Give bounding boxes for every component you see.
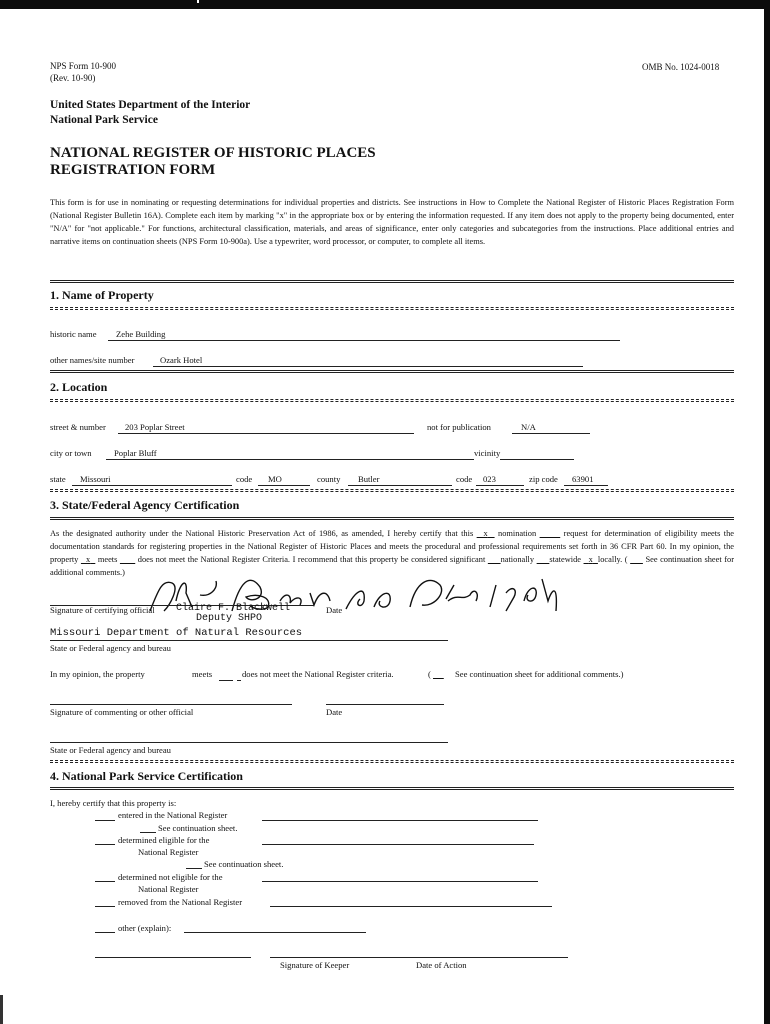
form-subtitle: REGISTRATION FORM [50,162,216,178]
statewide-mark[interactable]: x [588,555,593,564]
certifying-agency-label: State or Federal agency and bureau [50,643,171,653]
date-of-action-label: Date of Action [416,960,467,970]
other-names-line [153,366,583,367]
street-value[interactable]: 203 Poplar Street [125,422,185,432]
certifying-agency-line [50,640,448,641]
zip-line [564,485,608,486]
commenting-signature-label: Signature of commenting or other official [50,707,194,717]
nps-certify-text: I, hereby certify that this property is: [50,798,177,808]
section-1-heading: 1. Name of Property [50,288,154,302]
form-revision: (Rev. 10-90) [50,73,96,83]
form-instructions: This form is for use in nominating or requesting determinations for individual properties and districts. See instructions in How to Complete the National Register of Historic Places Registration Form (National Register Bulletin 16A). Complete each item by marking "x" in the appropriate box or by entering the information requested. If any item does not apply to the property being documented, enter "N/A" for "not applicable." For functions, architectural classification, materials, and areas of significance, enter only categories and subcategories from the instructions. Place additional entries and narrative items on continuation sheets (NPS Form 10-900a). Use a typewriter, word processor, or computer, to complete all items. [50,198,734,246]
commenting-date-line [326,704,444,705]
entered-blank[interactable] [95,820,115,821]
section-4-heading: 4. National Park Service Certification [50,769,243,783]
meets-mark[interactable]: x [86,555,91,564]
opinion-meets: meets [192,669,213,679]
form-title: NATIONAL REGISTER OF HISTORIC PLACES [50,145,376,161]
county-code-value[interactable]: 023 [483,474,496,484]
eligible-label-l1: determined eligible for the [118,835,210,845]
county-line [348,485,452,486]
section-divider [50,760,734,763]
commenting-agency-line [50,742,448,743]
certifying-signature-label: Signature of certifying official [50,605,155,615]
not-eligible-signature-line [262,881,538,882]
eligible-signature-line [262,844,534,845]
see-cont1-label: See continuation sheet. [158,823,238,833]
certifying-date-label: Date [326,605,343,615]
state-code-label: code [236,474,253,484]
eligible-label-l2: National Register [138,847,199,857]
commenting-date-label: Date [326,707,343,717]
opinion-not-meet: does not meet the National Register criteria. [242,669,394,679]
not-eligible-blank[interactable] [95,881,115,882]
historic-name-line [108,340,620,341]
not-eligible-label-l2: National Register [138,884,199,894]
state-label: state [50,474,66,484]
section-divider [50,399,734,402]
keeper-signature-line [270,957,568,958]
eligible-blank[interactable] [95,844,115,845]
not-for-publication-line [512,433,590,434]
section-2-heading: 2. Location [50,380,108,394]
form-number: NPS Form 10-900 [50,61,117,71]
omb-number: OMB No. 1024-0018 [642,62,720,72]
other-explain-line[interactable] [184,932,366,933]
historic-name-label: historic name [50,329,97,339]
entered-label: entered in the National Register [118,810,228,820]
county-value[interactable]: Butler [358,474,380,484]
city-value[interactable]: Poplar Bluff [114,448,157,458]
section-divider [50,370,734,373]
vicinity-line [500,459,574,460]
city-label: city or town [50,448,92,458]
city-line [106,459,474,460]
section-divider [50,280,734,283]
other-names-label: other names/site number [50,355,135,365]
scan-left-edge [0,995,3,1024]
nomination-mark[interactable]: x [483,529,488,538]
county-label: county [317,474,341,484]
county-code-line [476,485,524,486]
section-divider [50,489,734,492]
commenting-signature-line [50,704,292,705]
vicinity-label: vicinity [474,448,501,458]
section-divider [50,517,734,520]
zip-value[interactable]: 63901 [572,474,594,484]
see-cont2-label: See continuation sheet. [204,859,284,869]
other-blank[interactable] [95,932,115,933]
scan-top-edge [0,0,770,9]
street-label: street & number [50,422,106,432]
entered-signature-line [262,820,538,821]
official-title[interactable]: Deputy SHPO [196,613,263,624]
service-name: National Park Service [50,114,158,126]
keeper-label: Signature of Keeper [280,960,350,970]
opinion-continuation-note: See continuation sheet for additional comments.) [455,669,624,679]
certifying-agency-value[interactable]: Missouri Department of Natural Resources [50,627,303,639]
state-code-line [258,485,310,486]
department-name: United States Department of the Interior [50,99,251,111]
certification-paragraph: As the designated authority under the National Historic Preservation Act of 1986, as amended, I hereby certify that this x nomination request for determination of eligibility meets the documentation standards for registering properties in the National Register of Historic Places and meets the procedural and professional requirements set forth in 36 CFR Part 60. In my opinion, the property x meets does not meet the National Register Criteria. I recommend that this property be considered significant nationally statewide x locally. ( See continuation sheet for additional comments.) [50,529,735,577]
opinion-paren: ( [428,669,434,679]
opinion-label: In my opinion, the property [50,669,145,679]
opinion-not-meet-blank[interactable] [237,680,241,681]
other-names-value[interactable]: Ozark Hotel [160,355,203,365]
removed-blank[interactable] [95,906,115,907]
not-for-publication-label: not for publication [427,422,491,432]
other-label: other (explain): [118,923,172,933]
official-name[interactable]: Claire F. Blackwell [176,603,291,614]
commenting-agency-label: State or Federal agency and bureau [50,745,171,755]
zip-label: zip code [529,474,558,484]
street-line [118,433,414,434]
see-cont1-blank[interactable] [140,832,156,833]
opinion-meets-blank[interactable] [219,680,233,681]
scan-edge-mark [197,0,199,3]
see-cont2-blank[interactable] [186,868,202,869]
section-divider [50,787,734,790]
historic-name-value[interactable]: Zehe Building [116,329,166,339]
county-code-label: code [456,474,473,484]
state-value[interactable]: Missouri [80,474,111,484]
keeper-line-left [95,957,251,958]
state-code-value[interactable]: MO [268,474,282,484]
removed-label: removed from the National Register [118,897,243,907]
section-divider [50,307,734,310]
not-for-publication-value[interactable]: N/A [521,422,536,432]
section-3-heading: 3. State/Federal Agency Certification [50,498,240,512]
not-eligible-label-l1: determined not eligible for the [118,872,223,882]
state-line [72,485,232,486]
removed-signature-line [270,906,552,907]
scan-right-edge [764,0,770,1024]
